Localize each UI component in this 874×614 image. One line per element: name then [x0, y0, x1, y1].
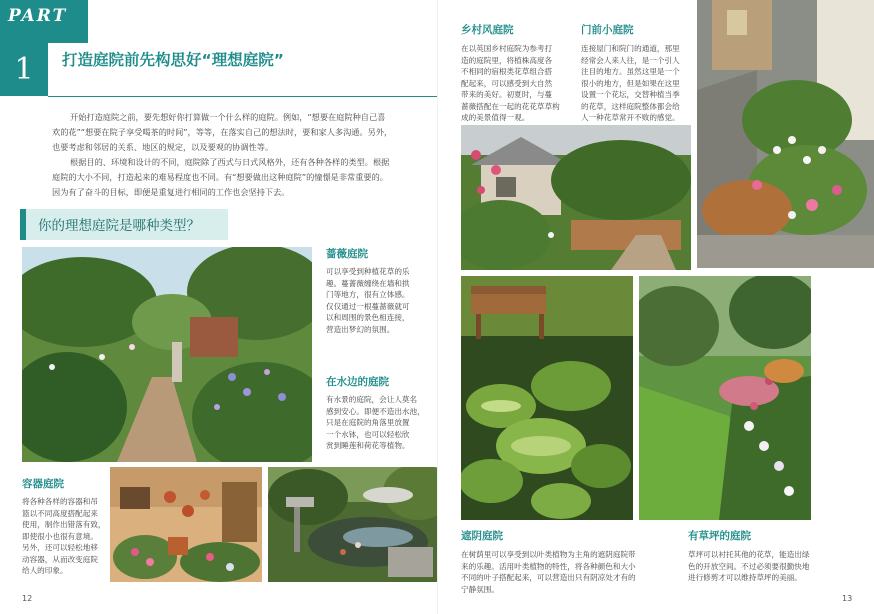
caption-line: 给人的印象。: [22, 566, 68, 575]
caption-line: 蔷薇搭配在一起的花花草草构: [461, 101, 560, 111]
lawn-caption-title: 有草坪的庭院: [688, 530, 751, 542]
caption-line: 营造出梦幻的氛围。: [326, 324, 395, 334]
caption-line: 注目的地方。虽然这里是一个: [581, 67, 680, 76]
intro-line: 欢的花”“想要在院子享受喝茶的时间”，等等，在落实自己的想法时，要和家人多沟通。另外，: [52, 127, 393, 137]
caption-line: 经常会人来人往，是一个引人: [581, 55, 680, 65]
caption-line: 另外，还可以轻松地移: [22, 543, 98, 552]
container-garden-photo: [110, 467, 262, 582]
rose-garden-photo: [22, 247, 312, 462]
intro-line: 庭院的大小不同，打造起来的难易程度也不同。有“想要做出这种庭院”的憧憬是非常重要的。: [52, 172, 388, 182]
caption-line: 来的乐趣。活用叶类植物的特性，将各种颜色和大小: [461, 561, 636, 571]
rose-caption-body: [326, 266, 434, 335]
caption-line: 人一种花草常开不败的感觉。: [581, 113, 680, 122]
caption-line: 可以享受到种植花草的乐: [326, 267, 410, 276]
caption-line: 不相同的宿根类花草组合搭: [461, 67, 553, 76]
caption-line: 一个水钵，也可以轻松欣: [326, 429, 410, 439]
caption-line: 在以英国乡村庭院为参考打: [461, 44, 553, 53]
part-label: PART: [8, 6, 68, 26]
caption-line: 造的庭院里，将植株高度各: [461, 55, 553, 65]
caption-line: 配起来，可以感受到大自然: [461, 78, 553, 88]
water-caption-body: [326, 394, 436, 452]
gateway-garden-photo: [697, 0, 874, 268]
header-rule: [48, 96, 438, 97]
intro-paragraph-2: [52, 155, 430, 200]
water-caption-title: 在水边的庭院: [326, 376, 389, 388]
caption-line: 很小的地方，但是如果在这里: [581, 78, 680, 88]
country-caption-title: 乡村风庭院: [461, 24, 514, 36]
country-caption-body: [461, 43, 573, 124]
caption-line: 门等地方，很有立体感。: [326, 290, 410, 299]
caption-line: 即使很小也很有意境。: [22, 531, 98, 541]
caption-line: 设置一个花坛，交替种植当季: [581, 90, 680, 99]
caption-line: 使用，制作出错落有致，: [22, 520, 106, 529]
container-caption-title: 容器庭院: [22, 478, 64, 490]
country-garden-photo: [461, 125, 691, 270]
chapter-title: 打造庭院前先构思好“理想庭院”: [62, 51, 284, 69]
lawn-garden-photo: [639, 276, 811, 520]
container-caption-body: [22, 496, 106, 577]
rose-caption-title: 蔷薇庭院: [326, 248, 368, 260]
caption-line: 不同的叶子搭配起来，可以营造出只有阴凉处才有的: [461, 573, 636, 582]
caption-line: 有水景的庭院，会让人莫名: [326, 395, 418, 404]
caption-line: 色的开放空间。不过必须要很勤快地: [688, 561, 810, 571]
caption-line: 赏到睡莲和荷花等植物。: [326, 441, 410, 450]
page-gutter: [437, 0, 438, 614]
caption-line: 宁静氛围。: [461, 584, 499, 594]
caption-line: 篮以不同高度搭配起来: [22, 508, 98, 518]
intro-paragraph-1: [52, 110, 430, 155]
part-number: 1: [14, 52, 34, 87]
page-number-left: 12: [22, 594, 33, 603]
caption-line: 将各种各样的容器和吊: [22, 497, 98, 506]
shade-garden-photo: [461, 276, 633, 520]
caption-line: 仅仅通过一根蔓蔷薇就可: [326, 301, 410, 311]
lawn-caption-body: [688, 549, 848, 584]
caption-line: 动容器，从而改变庭院: [22, 554, 98, 564]
section-heading: 你的理想庭院是哪种类型？: [38, 218, 200, 234]
caption-line: 以和周围的景色相连接，: [326, 313, 410, 322]
caption-line: 在树荫里可以享受到以叶类植物为主角的遮阴庭院带: [461, 550, 636, 559]
intro-line: 因为有了奋斗的目标，即便是重复进行相同的工作也会坚持下去。: [52, 187, 290, 197]
caption-line: 草坪可以衬托其他的花草，能造出绿: [688, 550, 810, 559]
page-number-right: 13: [842, 594, 853, 603]
shade-caption-title: 遮阴庭院: [461, 530, 503, 542]
section-heading-stripe: [20, 209, 26, 240]
caption-line: 带来的美好。初夏时，与蔓: [461, 90, 553, 99]
intro-line: 开始打造庭院之前，要先想好你打算做一个什么样的庭院。例如，“想要在庭院种自己喜: [70, 112, 386, 122]
shade-caption-body: [461, 549, 641, 595]
caption-line: 的花草，这样庭院整体都会给: [581, 101, 680, 111]
intro-line: 也要考虑和邻居的关系、地区的规定，以及要观的协调性等。: [52, 142, 274, 152]
caption-line: 趣。蔓蔷薇缠绕在墙和拱: [326, 278, 410, 288]
caption-line: 进行修剪才可以维持草坪的美丽。: [688, 573, 802, 582]
caption-line: 感到安心。即便不造出水池，: [326, 406, 425, 416]
intro-line: 根据目的、环境和设计的不同，庭院除了西式与日式风格外，还有各种各样的类型。根据: [70, 157, 390, 167]
caption-line: 连接屋门和院门的通道，那里: [581, 44, 680, 53]
gateway-caption-body: [581, 43, 693, 124]
caption-line: 成的美景值得一观。: [461, 113, 530, 122]
water-garden-photo: [268, 467, 438, 582]
caption-line: 只是在庭院的角落里放置: [326, 418, 410, 427]
gateway-caption-title: 门前小庭院: [581, 24, 634, 36]
